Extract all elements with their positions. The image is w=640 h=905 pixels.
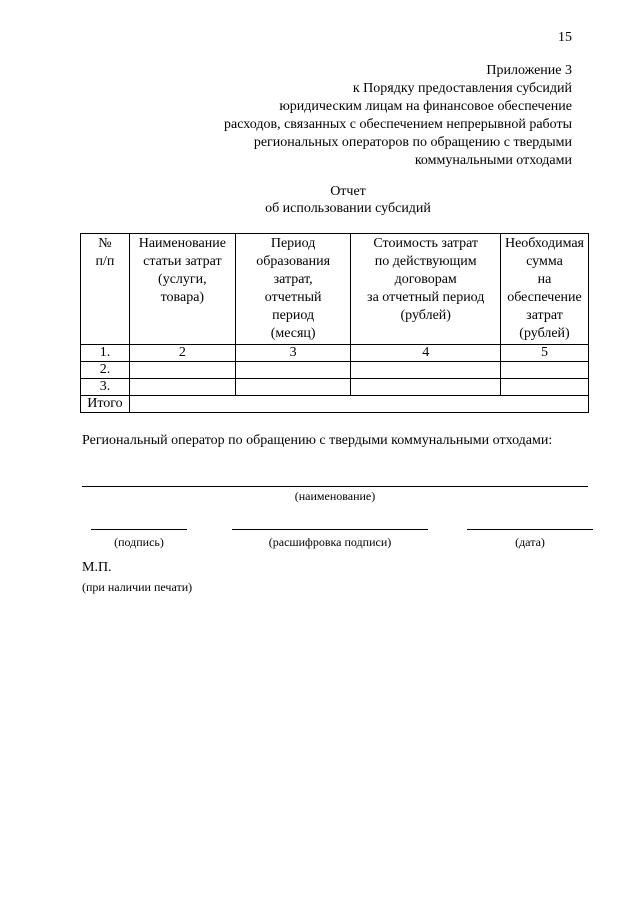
report-table [80,233,589,413]
appendix-line: к Порядку предоставления субсидий [352,81,572,96]
title-line-1: Отчет [330,184,366,199]
page-number: 15 [558,30,572,45]
table-cell [351,362,501,379]
header-cell-cost-item: Наименование статьи затрат (услуги, товара) [129,234,235,345]
title-line-2: об использовании субсидий [265,201,431,216]
table-row [81,362,589,379]
appendix-line: расходов, связанных с обеспечением непрерывной работы [224,117,572,132]
name-caption: (наименование) [294,489,376,503]
appendix-line: юридическим лицам на финансовое обеспечение [279,99,572,114]
date-blank-line [467,529,593,530]
appendix-line: региональных операторов по обращению с твердыми [253,135,572,150]
appendix-line: Приложение 3 [486,63,572,78]
stamp-note: (при наличии печати) [82,580,193,594]
signature-decoding-caption: (расшифровка подписи) [268,535,392,549]
table-cell: 5 [500,345,588,362]
stamp-label: М.П. [82,560,112,575]
table-cell [129,379,235,396]
signature-caption: (подпись) [114,535,164,549]
appendix-block [152,62,572,170]
name-blank-line [82,486,588,487]
table-cell [235,362,351,379]
table-cell [500,362,588,379]
total-label: Итого [81,396,130,413]
signature-blank-line [91,529,187,530]
date-caption: (дата) [515,535,545,549]
table-cell: 1. [81,345,130,362]
table-cell: 3. [81,379,130,396]
header-cell-required-sum: Необходимая сумма на обеспечение затрат (рублей) [500,234,588,345]
appendix-line: коммунальными отходами [414,153,572,168]
document-title [0,183,640,217]
table-header-row [81,234,589,345]
table-cell [351,379,501,396]
header-cell-period: Период образования затрат, отчетный период (месяц) [235,234,351,345]
table-row [81,379,589,396]
table-cell [235,379,351,396]
column-number-row [81,345,589,362]
table-cell: 2 [129,345,235,362]
total-value-cell [129,396,588,413]
table-cell [500,379,588,396]
table-cell: 4 [351,345,501,362]
table-total-row [81,396,589,413]
header-cell-cost: Стоимость затрат по действующим договорам за отчетный период (рублей) [351,234,501,345]
table-cell [129,362,235,379]
operator-label: Региональный оператор по обращению с твердыми коммунальными отходами: [82,433,553,448]
table-cell: 2. [81,362,130,379]
signature-decoding-blank-line [232,529,428,530]
table-cell: 3 [235,345,351,362]
header-cell-number: № п/п [81,234,130,345]
